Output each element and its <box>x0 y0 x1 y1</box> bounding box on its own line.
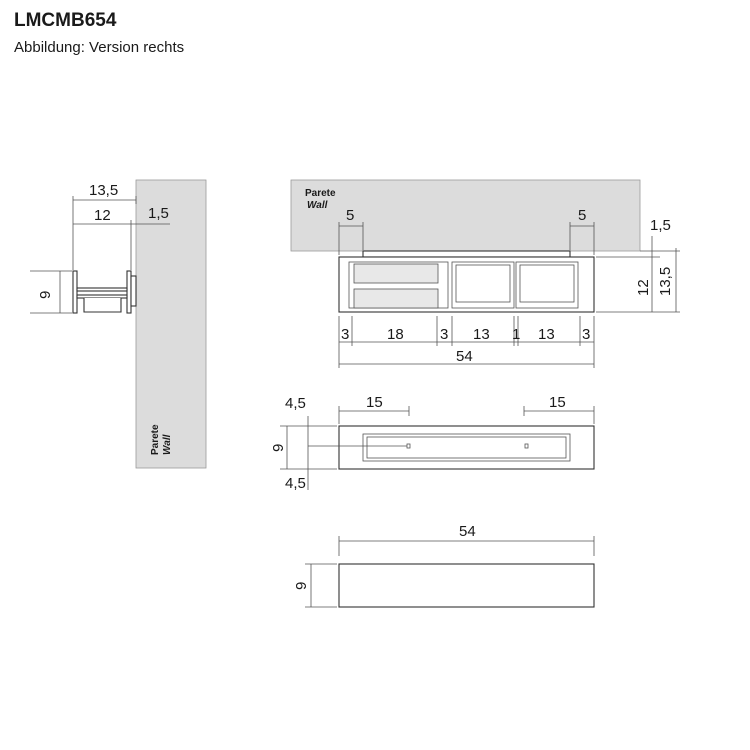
dim-top-gap: 1,5 <box>650 217 671 234</box>
figure-caption: Abbildung: Version rechts <box>14 39 185 56</box>
dim-side-body: 12 <box>94 207 111 224</box>
dim-front-height: 9 <box>270 443 287 452</box>
dim-front-edge: 4,5 <box>285 395 306 412</box>
top-wall-label-en: Wall <box>307 200 328 211</box>
side-wall <box>136 180 206 468</box>
top-wall-label-it: Parete <box>305 188 336 199</box>
front-view <box>270 394 594 492</box>
side-view <box>30 180 206 468</box>
dim-side-gap: 1,5 <box>148 205 169 222</box>
top-view <box>291 180 680 368</box>
bottom-view <box>293 523 594 607</box>
dim-seg-3: 3 <box>440 326 449 343</box>
dim-seg-7: 3 <box>582 326 591 343</box>
dim-seg-4: 13 <box>473 326 490 343</box>
side-wall-label-it: Parete <box>150 424 161 455</box>
product-code: LMCMB654 <box>14 10 117 31</box>
top-wall <box>291 180 640 251</box>
side-profile <box>73 271 136 313</box>
side-wall-label-en: Wall <box>162 434 173 455</box>
dim-side-height: 9 <box>37 290 54 299</box>
bottom-body <box>339 564 594 607</box>
dim-front-hole-left: 15 <box>366 394 383 411</box>
dim-front-hole-right: 15 <box>549 394 566 411</box>
dim-side-total: 13,5 <box>89 182 119 199</box>
dim-top-left-inset: 5 <box>346 207 355 224</box>
dim-top-right-inset: 5 <box>578 207 587 224</box>
front-body <box>339 426 594 469</box>
dim-top-depth-body: 12 <box>635 279 652 296</box>
dim-seg-5: 1 <box>512 326 521 343</box>
dim-seg-2: 18 <box>387 326 404 343</box>
dim-front-edge-bottom: 4,5 <box>285 475 306 492</box>
dim-seg-6: 13 <box>538 326 555 343</box>
dim-bottom-height: 9 <box>293 581 310 590</box>
dim-top-depth-total: 13,5 <box>657 266 674 296</box>
dim-top-total-width: 54 <box>456 348 473 365</box>
mounting-plate <box>363 251 570 257</box>
dim-seg-1: 3 <box>341 326 350 343</box>
dim-bottom-total-width: 54 <box>459 523 476 540</box>
